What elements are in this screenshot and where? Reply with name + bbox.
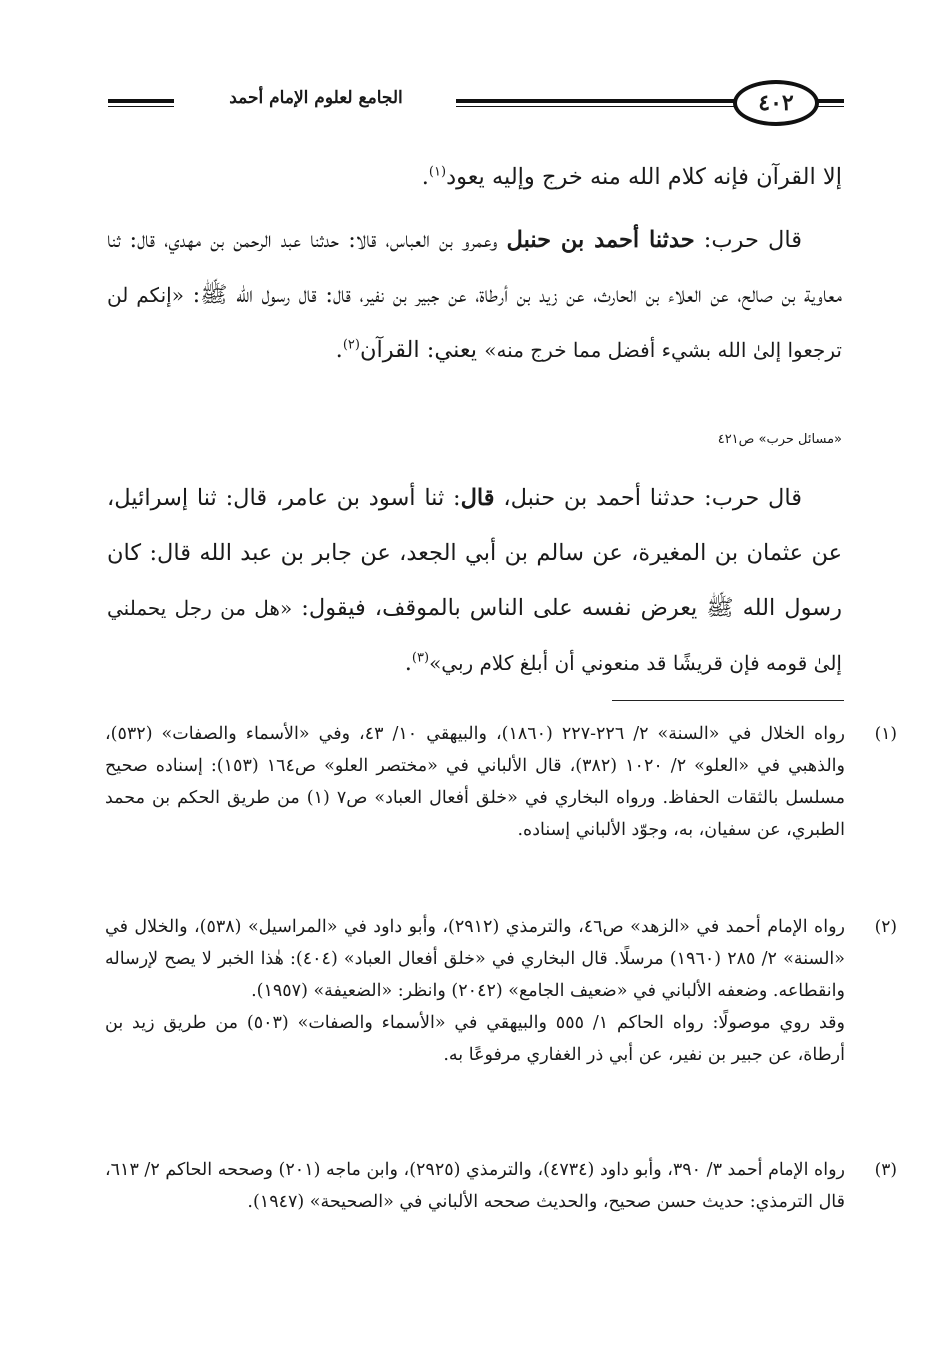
continued-text-body: إلا القرآن فإنه كلام الله منه خرج وإليه يعود bbox=[446, 164, 842, 190]
paragraph-1-bold: حدثنا أحمد بن حنبل bbox=[506, 227, 695, 253]
paragraph-2-end: . bbox=[404, 650, 412, 676]
page-number: ٤٠٢ bbox=[733, 80, 819, 126]
page-header bbox=[108, 80, 844, 130]
footnote-3 bbox=[105, 1154, 897, 1218]
footnote-1 bbox=[105, 718, 897, 846]
source-reference: «مسائل حرب» ص٤٢١ bbox=[717, 432, 842, 447]
running-title: الجامع لعلوم الإمام أحمد bbox=[176, 88, 456, 108]
continued-text-end: . bbox=[421, 164, 429, 190]
paragraph-1-after: يعني: القرآن bbox=[359, 337, 485, 363]
footnote-text: رواه الخلال في «السنة» ٢/ ٢٢٦-٢٢٧ (١٨٦٠)، والبيهقي ١٠/ ٤٣، وفي «الأسماء والصفات» (٥٣٢)، والذهبي في «العلو» ٢/ ١٠٢٠ (٣٨٢)، قال الألباني في «مختصر العلو» ص١٦٤ (١٥٣): إسناده صحيح مسلسل بالثقات الحفاظ. ورواه البخاري في «خلق أفعال العباد» ص٧ (١) من طريق الحكم بن محمد الطبري، عن سفيان، به، وجوّد الألباني إسناده. bbox=[105, 724, 845, 840]
paragraph-1-text: وعمرو بن العباس، قالا: حدثنا عبد الرحمن بن مهدي، قال: ثنا معاوية بن صالح، عن العلاء بن الحارث، عن زيد بن أرطاة، عن جبير بن نفير، قال: قال رسول الله ﷺ: bbox=[107, 227, 842, 308]
hadith-quote-1: «إنكم لن ترجعوا إلىٰ الله بشيء أفضل مما خرج منه» bbox=[107, 283, 842, 362]
footnote-number: (٢) bbox=[874, 917, 897, 937]
paragraph-2 bbox=[107, 471, 842, 691]
footnote-2 bbox=[105, 911, 897, 1071]
footnote-ref-3: (٣) bbox=[411, 650, 430, 666]
paragraph-2-text: : ثنا أسود بن عامر، قال: ثنا إسرائيل، عن عثمان بن المغيرة، عن سالم بن أبي الجعد، عن جابر بن عبد الله قال: كان رسول الله ﷺ يعرض نفسه على الناس بالموقف، فيقول: bbox=[107, 485, 842, 621]
header-rule-left-thin bbox=[108, 106, 174, 107]
paragraph-1-intro: قال حرب: bbox=[694, 227, 802, 253]
footnote-ref-1: (١) bbox=[428, 164, 447, 180]
paragraph-1 bbox=[107, 213, 842, 378]
footnote-text: رواه الإمام أحمد ٣/ ٣٩٠، وأبو داود (٤٧٣٤)، والترمذي (٢٩٢٥)، وابن ماجه (٢٠١) وصححه الحاكم ٢/ ٦١٣، قال الترمذي: حديث حسن صحيح، والحديث صححه الألباني في «الصحيحة» (١٩٤٧). bbox=[105, 1160, 845, 1212]
paragraph-2-intro: قال حرب: حدثنا أحمد بن حنبل، bbox=[494, 485, 802, 511]
footnote-divider bbox=[612, 700, 844, 701]
hadith-quote-2: «هل من رجل يحملني إلىٰ قومه فإن قريشًا قد منعوني أن أبلغ كلام ربي» bbox=[107, 596, 842, 675]
footnote-text: رواه الإمام أحمد في «الزهد» ص٤٦، والترمذي (٢٩١٢)، وأبو داود في «المراسيل» (٥٣٨)، والخلال في «السنة» ٢/ ٢٨٥ (١٩٦٠) مرسلًا. قال البخاري في «خلق أفعال العباد» (٤٠٤): هٰذا الخبر لا يصح لإرساله وانقطاعه. وضعفه الألباني في «ضعيف الجامع» (٢٠٤٢) وانظر: «الضعيفة» (١٩٥٧). bbox=[105, 917, 845, 1001]
footnote-number: (٣) bbox=[874, 1160, 897, 1180]
paragraph-2-bold: قال bbox=[460, 485, 495, 511]
header-rule-left bbox=[108, 99, 174, 103]
paragraph-1-end: . bbox=[335, 337, 343, 363]
footnote-text-continued: وقد روي موصولًا: رواه الحاكم ١/ ٥٥٥ والبيهقي في «الأسماء والصفات» (٥٠٣) من طريق زيد بن أرطاة، عن جبير بن نفير، عن أبي ذر الغفاري مرفوعًا به. bbox=[105, 1013, 845, 1065]
continued-text bbox=[107, 150, 842, 205]
footnote-ref-2: (٢) bbox=[342, 337, 360, 353]
footnote-number: (١) bbox=[874, 724, 897, 744]
